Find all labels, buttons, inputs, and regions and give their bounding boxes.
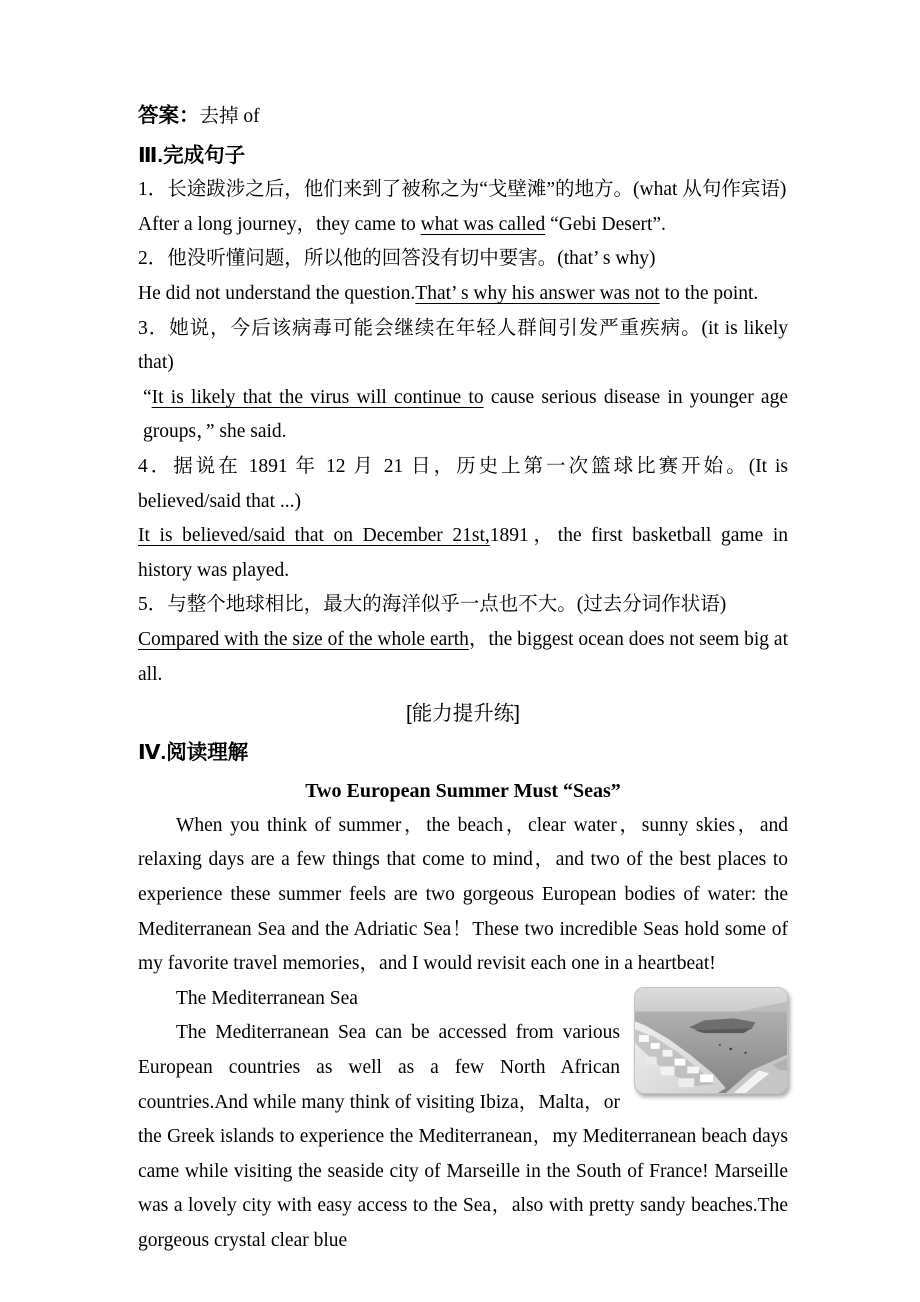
exercise-item-1	[138, 173, 788, 242]
exercise-item-4	[138, 450, 788, 588]
booster-section-banner: [能力提升练]	[406, 702, 520, 726]
item-1-chinese: 1．长途跋涉之后，他们来到了被称之为“戈壁滩”的地方。(what 从句作宾语)	[138, 179, 787, 201]
coastal-town-photo	[634, 987, 788, 1094]
coastal-town-photo-image	[635, 988, 787, 1093]
reading-paragraph-1: When you think of summer，the beach，clear water，sunny skies，and relaxing days are a few things that come to mind，and two of the best places to experience these summer feels are two gorgeous European bodies of water: the Mediterranean Sea and the Adriatic Sea！These two incredible Seas hold some of my favorite travel memories，and I would revisit each one in a heartbeat!	[138, 814, 788, 975]
exercise-item-3	[138, 312, 788, 450]
section-heading-iii: Ⅲ.完成句子	[138, 143, 246, 167]
item-3-english-answer: “It is likely that the virus will continue to cause serious disease in younger age groups，” she said.	[143, 386, 788, 443]
reading-paragraph-2: The Mediterranean Sea can be accessed from various European countries as well as a few North African countries.And while many think of visiting Ibiza，Malta，or the Greek islands to experience the Mediterranean，my Mediterranean beach days came while visiting the seaside city of Marseille in the South of France! Marseille was a lovely city with easy access to the Sea，also with pretty sandy beaches.The gorgeous crystal clear blue	[138, 1022, 788, 1251]
exercise-item-5	[138, 588, 788, 692]
reading-subheading: The Mediterranean Sea	[176, 987, 358, 1009]
item-5-english-answer: Compared with the size of the whole earth，the biggest ocean does not seem big at all.	[138, 628, 788, 685]
exercise-item-2	[138, 242, 788, 311]
item-5-chinese: 5．与整个地球相比，最大的海洋似乎一点也不大。(过去分词作状语)	[138, 594, 727, 616]
reading-passage-title: Two European Summer Must “Seas”	[305, 780, 621, 803]
item-2-chinese: 2．他没听懂问题，所以他的回答没有切中要害。(that’ s why)	[138, 248, 656, 270]
answer-label: 答案：	[138, 104, 200, 127]
item-3-chinese: 3．她说，今后该病毒可能会继续在年轻人群间引发严重疾病。(it is likely that)	[138, 317, 788, 374]
item-2-english-answer: He did not understand the question.That’ s why his answer was not to the point.	[138, 282, 759, 304]
reading-body	[138, 982, 788, 1259]
section-heading-iv: Ⅳ.阅读理解	[138, 740, 249, 764]
item-1-english-answer: After a long journey，they came to what was called “Gebi Desert”.	[138, 213, 666, 235]
item-4-english-answer: It is believed/said that on December 21st,1891，the first basketball game in history was played.	[138, 525, 788, 581]
answer-line	[138, 99, 788, 135]
worksheet-content	[138, 99, 788, 1259]
item-4-chinese: 4．据说在 1891 年 12 月 21 日，历史上第一次篮球比赛开始。(It is believed/said that ...)	[138, 455, 788, 512]
answer-value: 去掉 of	[199, 106, 260, 127]
